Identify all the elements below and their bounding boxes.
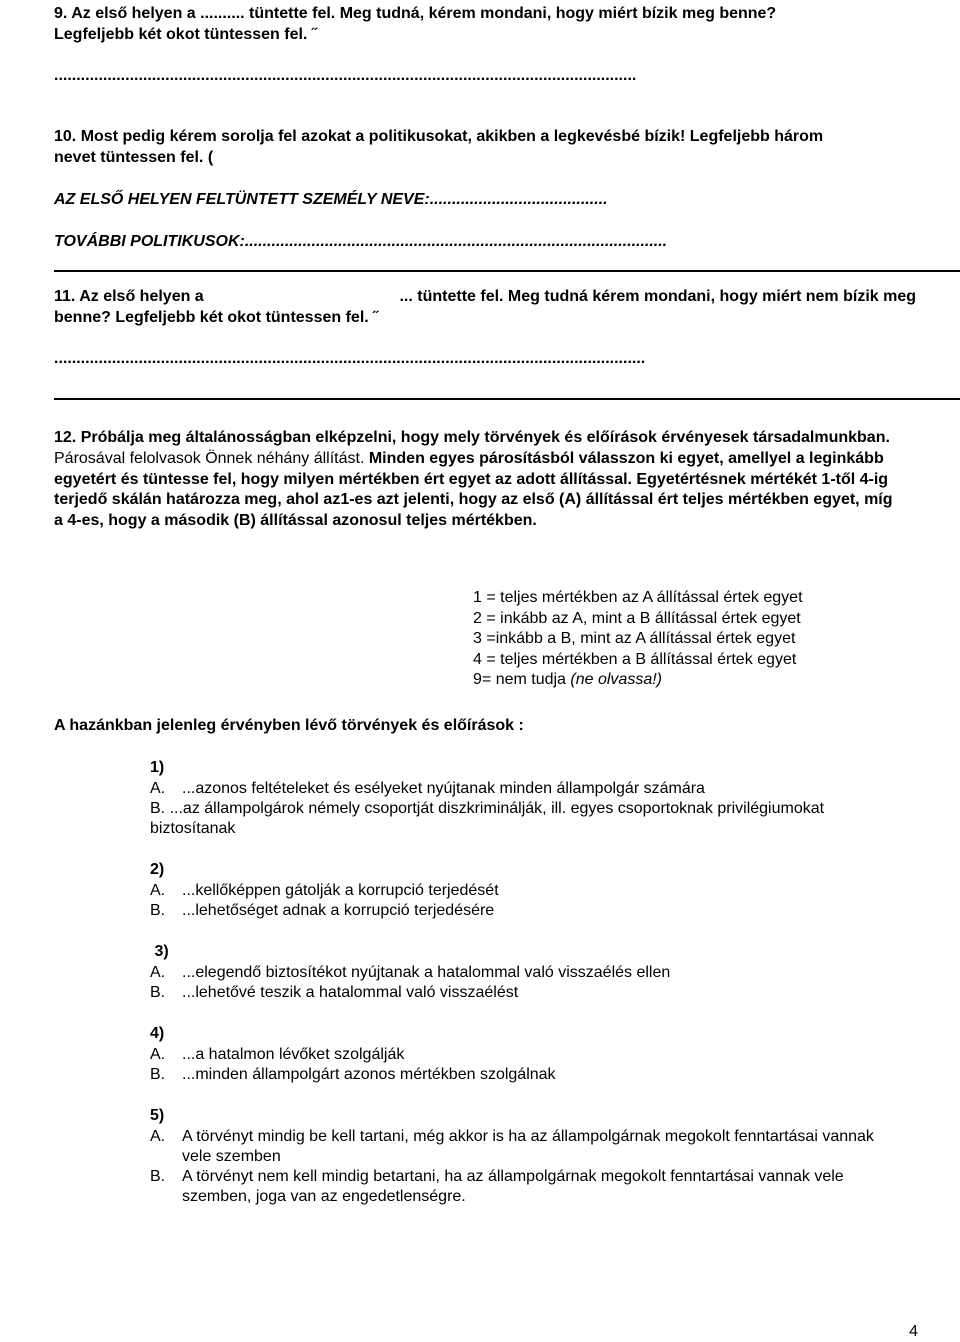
option-label: A. (150, 780, 166, 797)
statement-a (150, 1127, 910, 1167)
q11-text-line1 (54, 287, 916, 307)
statement-b (150, 983, 910, 1003)
divider (54, 270, 960, 272)
page-number: 4 (909, 1323, 918, 1340)
statement-a (150, 881, 910, 901)
statement-b (150, 1167, 910, 1207)
q9-answer-dots: ................................................................................................................................... (54, 67, 637, 84)
q10-text-line2: nevet tüntessen fel. ( (54, 149, 214, 166)
q12-text-bold-1: 12. Próbálja meg általánosságban elképzelni, hogy mely törvények és előírások érvényesek társadalmunkban. (54, 429, 890, 446)
statement-b (150, 1065, 910, 1085)
statement-pair-3 (150, 942, 910, 1003)
option-text: A törvényt nem kell mindig betartani, ha az állampolgárnak megokolt fenntartásai vannak vele szemben, joga van az engedetlenségre. (182, 1168, 844, 1205)
option-label: B. (150, 1066, 166, 1083)
q11-text-line2: benne? Legfeljebb két okot tüntessen fel. ˝ (54, 309, 379, 326)
legend-line-5-note: (ne olvassa!) (570, 671, 662, 689)
statement-number: 4) (150, 1025, 165, 1042)
legend-line-5 (473, 670, 803, 691)
q10-other-politicians-field: TOVÁBBI POLITIKUSOK:............................................................................................... (54, 233, 668, 250)
q9-text-line2: Legfeljebb két okot tüntessen fel. ˝ (54, 26, 318, 43)
q10-text-line1: 10. Most pedig kérem sorolja fel azokat a politikusokat, akikben a legkevésbé bízik! Legfeljebb három (54, 128, 824, 145)
legend-line-3: 3 =inkább a B, mint az A állítással értek egyet (473, 630, 796, 648)
q12-text-bold-2: Minden egyes párosításból válasszon ki egyet, amellyel a leginkább egyetért és tüntesse fel, hogy milyen mértékben ért egyet az adott állítással. Egyetértésnek mértékét 1-től 4-ig terjedő skálán határozza meg, ahol az1-es azt jelenti, hogy az első (A) állítással ért teljes mértékben egyet, míg a 4-es, hogy a második (B) állítással azonosul teljes mértékben. (54, 449, 893, 530)
statement-a (150, 963, 910, 983)
statement-number: 3) (150, 943, 169, 960)
option-text: ...az állampolgárok némely csoportját diszkriminálják, ill. egyes csoportoknak privilégiumokat biztosítanak (150, 800, 825, 837)
statement-b (150, 901, 910, 921)
statement-number: 2) (150, 861, 165, 878)
legend-line-4: 4 = teljes mértékben a B állítással értek egyet (473, 650, 797, 668)
q11-text-line1-end: ... tüntette fel. Meg tudná kérem mondani, hogy miért nem bízik meg (399, 288, 916, 305)
q12-instructions (54, 428, 904, 532)
option-text: ...kellőképpen gátolják a korrupció terjedését (182, 882, 499, 899)
option-text: A törvényt mindig be kell tartani, még akkor is ha az állampolgárnak megokolt fenntartásai vannak vele szemben (182, 1128, 874, 1165)
scale-legend (473, 588, 803, 691)
q10-first-person-field: AZ ELSŐ HELYEN FELTÜNTETT SZEMÉLY NEVE:........................................ (54, 191, 608, 208)
section-heading: A hazánkban jelenleg érvényben lévő törvények és előírások : (54, 717, 524, 734)
statement-pair-1 (150, 758, 910, 839)
option-label: B. (150, 984, 166, 1001)
option-label: B. (150, 902, 166, 919)
statement-pair-4 (150, 1024, 910, 1085)
legend-line-5-text: 9= nem tudja (473, 671, 571, 689)
option-label: A. (150, 1046, 166, 1063)
statement-b (150, 799, 910, 839)
statement-pair-5 (150, 1106, 910, 1207)
option-text: ...azonos feltételeket és esélyeket nyújtanak minden állampolgár számára (182, 780, 705, 797)
legend-line-1: 1 = teljes mértékben az A állítással értek egyet (473, 589, 803, 606)
option-label: B. (150, 800, 166, 817)
q11-text-line1-start: 11. Az első helyen a (54, 288, 204, 305)
option-label: A. (150, 1128, 166, 1145)
legend-line-2: 2 = inkább az A, mint a B állítással értek egyet (473, 609, 801, 627)
statement-number: 5) (150, 1107, 165, 1124)
option-text: ...a hatalmon lévőket szolgálják (182, 1046, 405, 1063)
option-text: ...lehetőséget adnak a korrupció terjedésére (182, 902, 495, 919)
statement-number: 1) (150, 759, 165, 776)
q11-answer-dots: ..................................................................................................................................... (54, 350, 646, 367)
divider (54, 398, 960, 400)
q9-text-line1: 9. Az első helyen a .......... tüntette fel. Meg tudná, kérem mondani, hogy miért bízik meg benne? (54, 5, 777, 22)
option-label: B. (150, 1168, 166, 1185)
statement-pair-2 (150, 860, 910, 921)
statement-a (150, 779, 910, 799)
option-label: A. (150, 964, 166, 981)
q12-text-normal: Párosával felolvasok Önnek néhány állítást. (54, 449, 365, 467)
option-label: A. (150, 882, 166, 899)
statement-a (150, 1045, 910, 1065)
option-text: ...minden állampolgárt azonos mértékben szolgálnak (182, 1066, 556, 1083)
option-text: ...elegendő biztosítékot nyújtanak a hatalommal való visszaélés ellen (182, 964, 671, 981)
option-text: ...lehetővé teszik a hatalommal való visszaélést (182, 984, 519, 1001)
